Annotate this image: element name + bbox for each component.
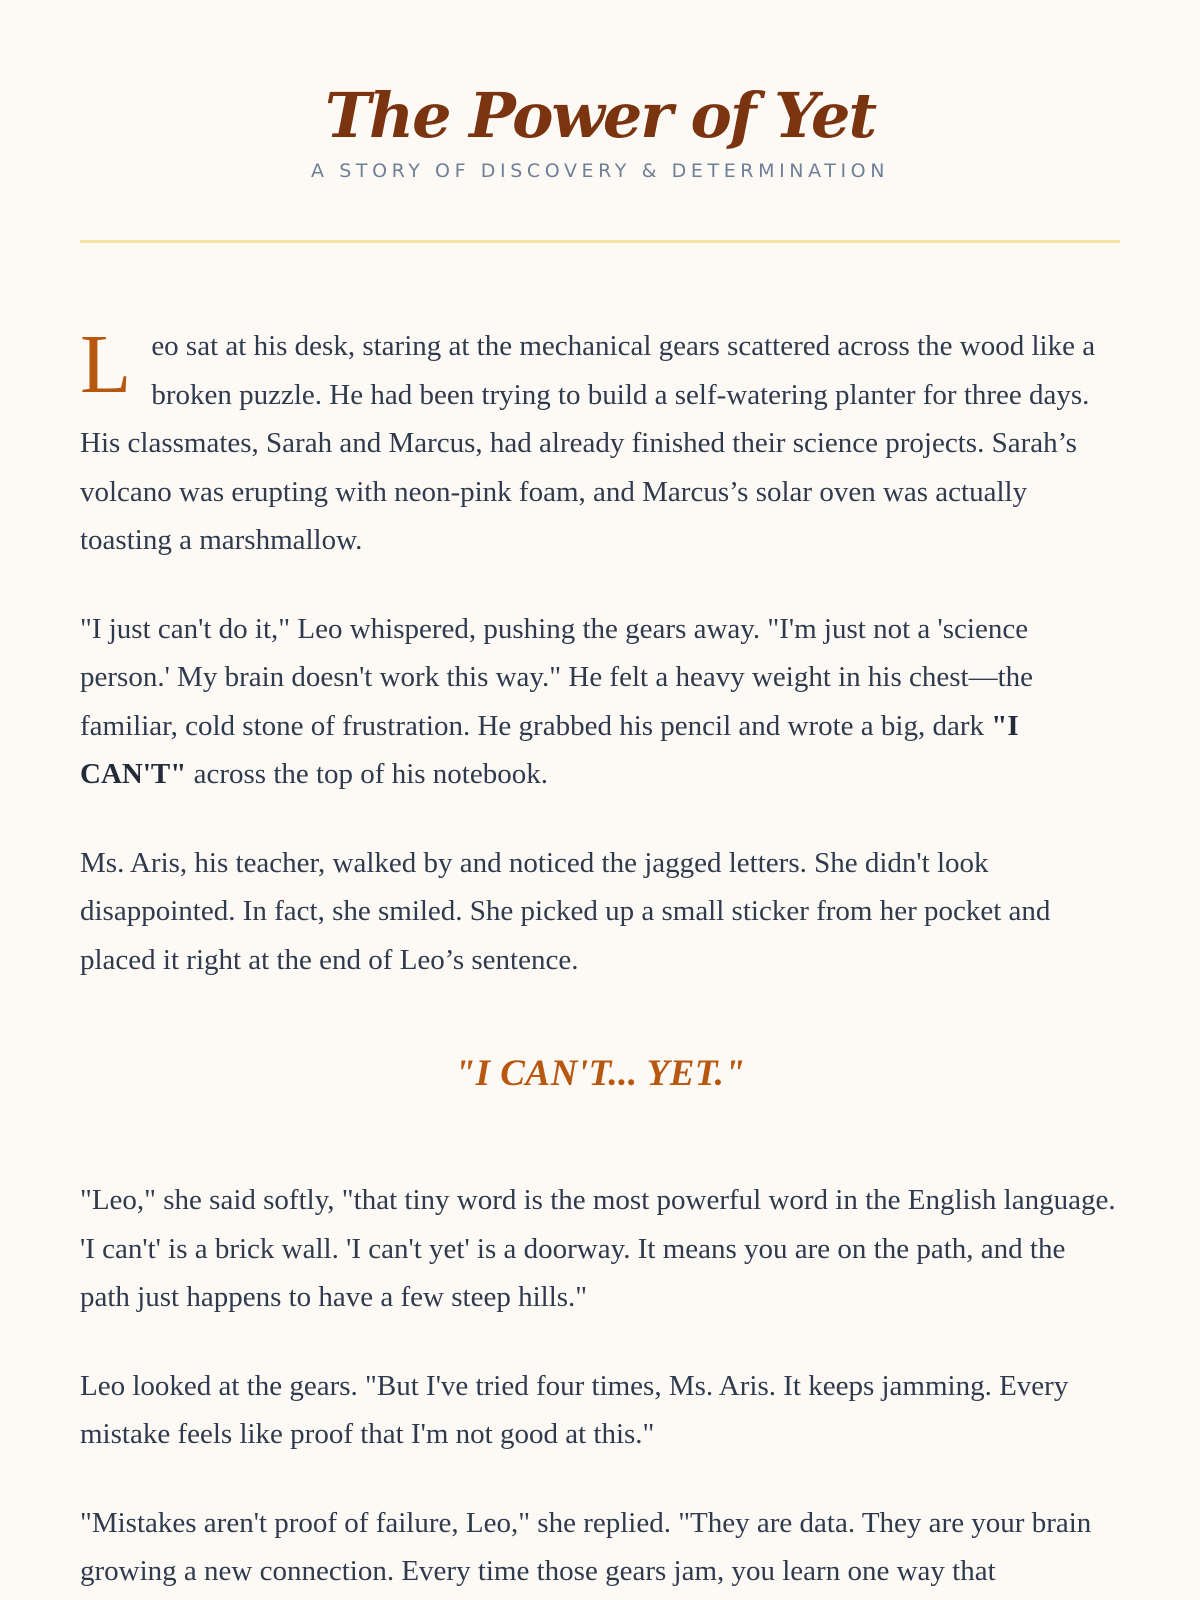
story-subtitle: A STORY OF DISCOVERY & DETERMINATION	[310, 160, 890, 182]
paragraph-4: "Leo," she said softly, "that tiny word is the most powerful word in the English language. 'I can't' is a brick wall. 'I can't yet' is a doorway. It means you are on the path, and the path just happens to have a few steep hills."	[80, 1184, 1116, 1313]
paragraph-1-text: eo sat at his desk, staring at the mechanical gears scattered across the wood like a broken puzzle. He had been trying to build a self-watering planter for three days. His classmates, Sarah and Marcus, had already finished their science projects. Sarah’s volcano was erupting with neon-pink foam, and Marcus’s solar oven was actually toasting a marshmallow.	[80, 330, 1096, 556]
paragraph-5: Leo looked at the gears. "But I've tried four times, Ms. Aris. It keeps jamming. Every mistake feels like proof that I'm not good at this."	[80, 1369, 1069, 1450]
paragraph-6: "Mistakes aren't proof of failure, Leo," she replied. "They are data. They are your brain growing a new connection. Every time those gears jam, you learn one way that	[80, 1506, 1092, 1587]
story-header	[0, 0, 1200, 184]
paragraph-2-text-before: "I just can't do it," Leo whispered, pushing the gears away. "I'm just not a 'science person.' My brain doesn't work this way." He felt a heavy weight in his chest—the familiar, cold stone of frustration. He grabbed his pencil and wrote a big, dark	[80, 612, 1034, 742]
story-body	[80, 318, 1120, 1600]
paragraph-1	[80, 318, 1120, 565]
i-cant-emphasis: "I CAN'T"	[80, 709, 1019, 790]
paragraph-2-text-after: across the top of his notebook.	[186, 758, 548, 790]
paragraph-2	[80, 605, 1120, 799]
pull-quote: "I CAN'T... YET."	[454, 1053, 746, 1094]
drop-cap: L	[80, 318, 132, 411]
story-title: The Power of Yet	[324, 79, 876, 152]
paragraph-3: Ms. Aris, his teacher, walked by and noticed the jagged letters. She didn't look disappointed. In fact, she smiled. She picked up a small sticker from her pocket and placed it right at the end of Leo’s sentence.	[80, 846, 1051, 976]
header-divider	[80, 240, 1120, 243]
